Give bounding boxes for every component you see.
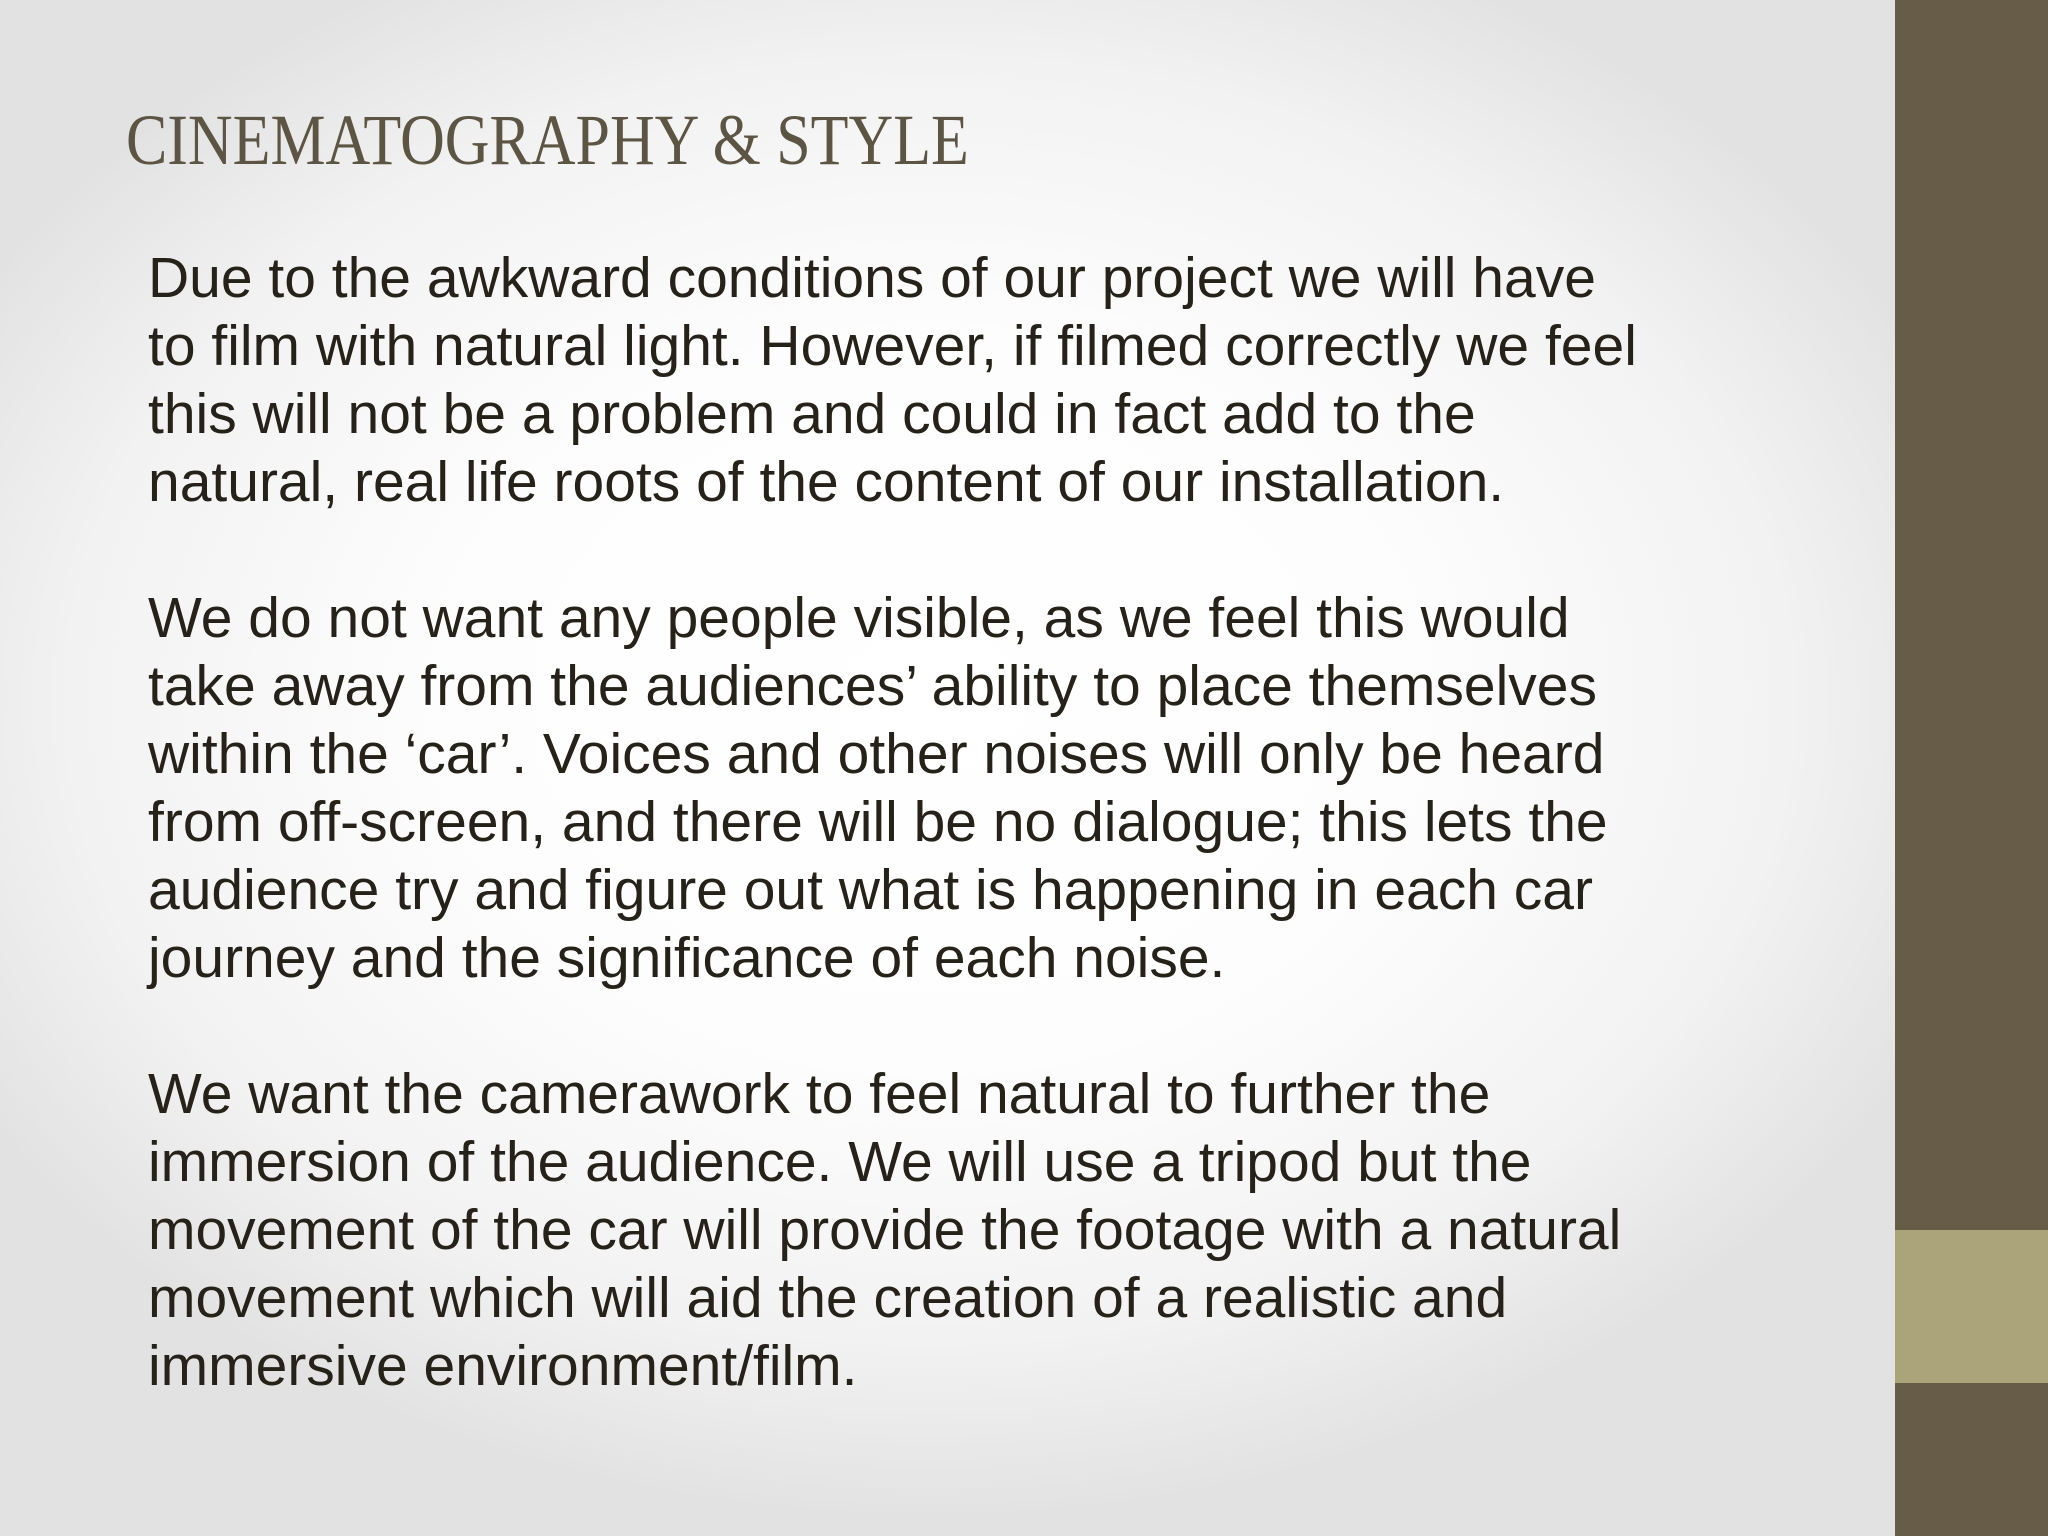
body-text-line: movement which will aid the creation of a realistic and xyxy=(148,1266,1508,1330)
body-text-line: this will not be a problem and could in fact add to the xyxy=(148,382,1476,446)
body-text-line: immersive environment/film. xyxy=(148,1334,858,1398)
body-text-line: movement of the car will provide the footage with a natural xyxy=(148,1198,1622,1262)
paragraph-camerawork xyxy=(148,1060,1888,1400)
slide-body xyxy=(148,244,1888,1400)
body-text-line: We want the camerawork to feel natural to further the xyxy=(148,1062,1491,1126)
body-text-line: natural, real life roots of the content of our installation. xyxy=(148,450,1505,514)
body-text-line: within the ‘car’. Voices and other noises will only be heard xyxy=(148,722,1605,786)
body-text-line: to film with natural light. However, if filmed correctly we feel xyxy=(148,314,1637,378)
decorative-side-accent-block xyxy=(1895,1230,2048,1383)
body-text-line: audience try and figure out what is happening in each car xyxy=(148,858,1593,922)
slide-title: CINEMATOGRAPHY & STYLE xyxy=(126,100,969,180)
paragraph-natural-light xyxy=(148,244,1888,516)
body-text-line: journey and the significance of each noise. xyxy=(148,926,1226,990)
body-text-line: immersion of the audience. We will use a tripod but the xyxy=(148,1130,1532,1194)
body-text-line: Due to the awkward conditions of our project we will have xyxy=(148,246,1596,310)
paragraph-no-people xyxy=(148,584,1888,992)
body-text-line: take away from the audiences’ ability to place themselves xyxy=(148,654,1597,718)
body-text-line: from off-screen, and there will be no dialogue; this lets the xyxy=(148,790,1608,854)
body-text-line: We do not want any people visible, as we feel this would xyxy=(148,586,1570,650)
